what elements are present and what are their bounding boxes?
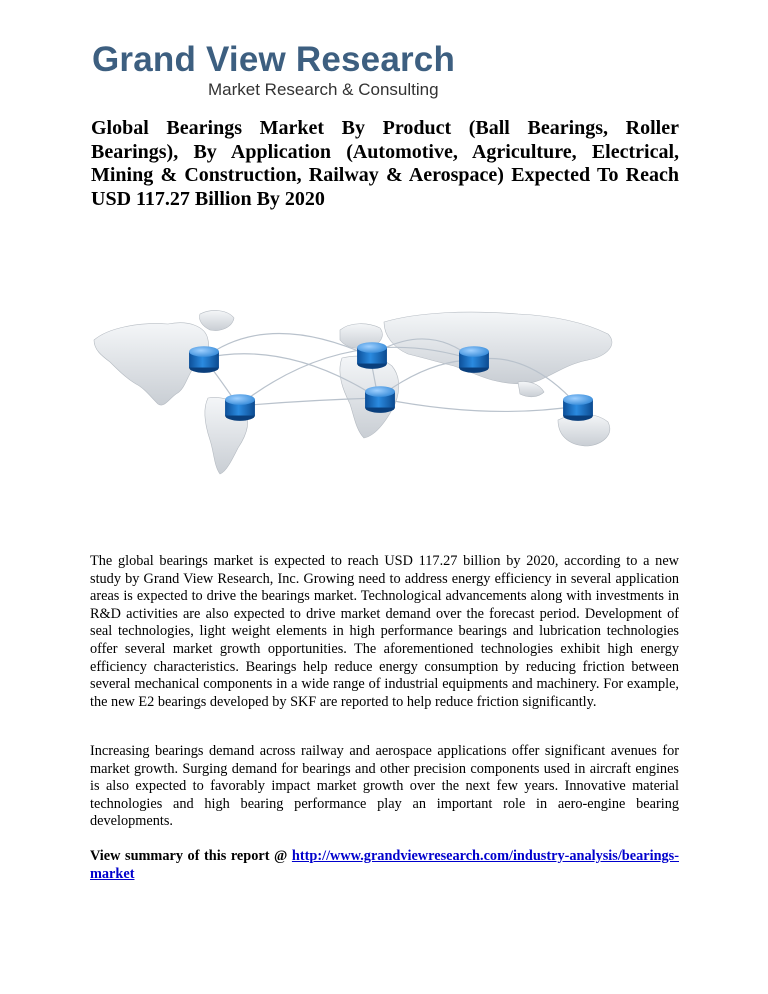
report-summary-line	[90, 848, 679, 883]
press-release-title: Global Bearings Market By Product (Ball Bearings, Roller Bearings), By Application (Automotive, Agriculture, Electrical, Mining & Construction, Railway & Aerospace) Expected To Reach USD 117.27 Billion By 2020	[91, 117, 679, 210]
logo-title: Grand View Research	[92, 40, 456, 79]
summary-label: View summary of this report @	[90, 848, 288, 864]
company-logo	[92, 40, 455, 100]
paragraph-market-overview: The global bearings market is expected to reach USD 117.27 billion by 2020, according to a new study by Grand View Research, Inc. Growing need to address energy efficiency in several application areas is expected to drive the bearings market. Technological advancements along with investments in R&D activities are also expected to drive market demand over the forecast period. Development of seal technologies, light weight elements in high performance bearings and lubrication technologies offer several market growth opportunities. The aforementioned technologies exhibit high energy efficiency characteristics. Bearings help reduce energy consumption by reducing friction between several mechanical components in a wide range of industrial equipments and machinery. For example, the new E2 bearings developed by SKF are reported to help reduce friction significantly.	[90, 553, 679, 710]
logo-subtitle: Market Research & Consulting	[208, 80, 439, 99]
report-link[interactable]: http://www.grandviewresearch.com/industry-analysis/bearings-market	[90, 848, 679, 882]
continents	[94, 311, 612, 474]
world-map-network-icon	[88, 300, 688, 475]
paragraph-railway-aerospace: Increasing bearings demand across railway and aerospace applications offer significant avenues for market growth. Surging demand for bearings and other precision components used in aircraft engines is also expected to favorably impact market growth over the next few years. Innovative material technologies and high bearing performance play an important role in aero-engine bearing developments.	[90, 743, 679, 830]
